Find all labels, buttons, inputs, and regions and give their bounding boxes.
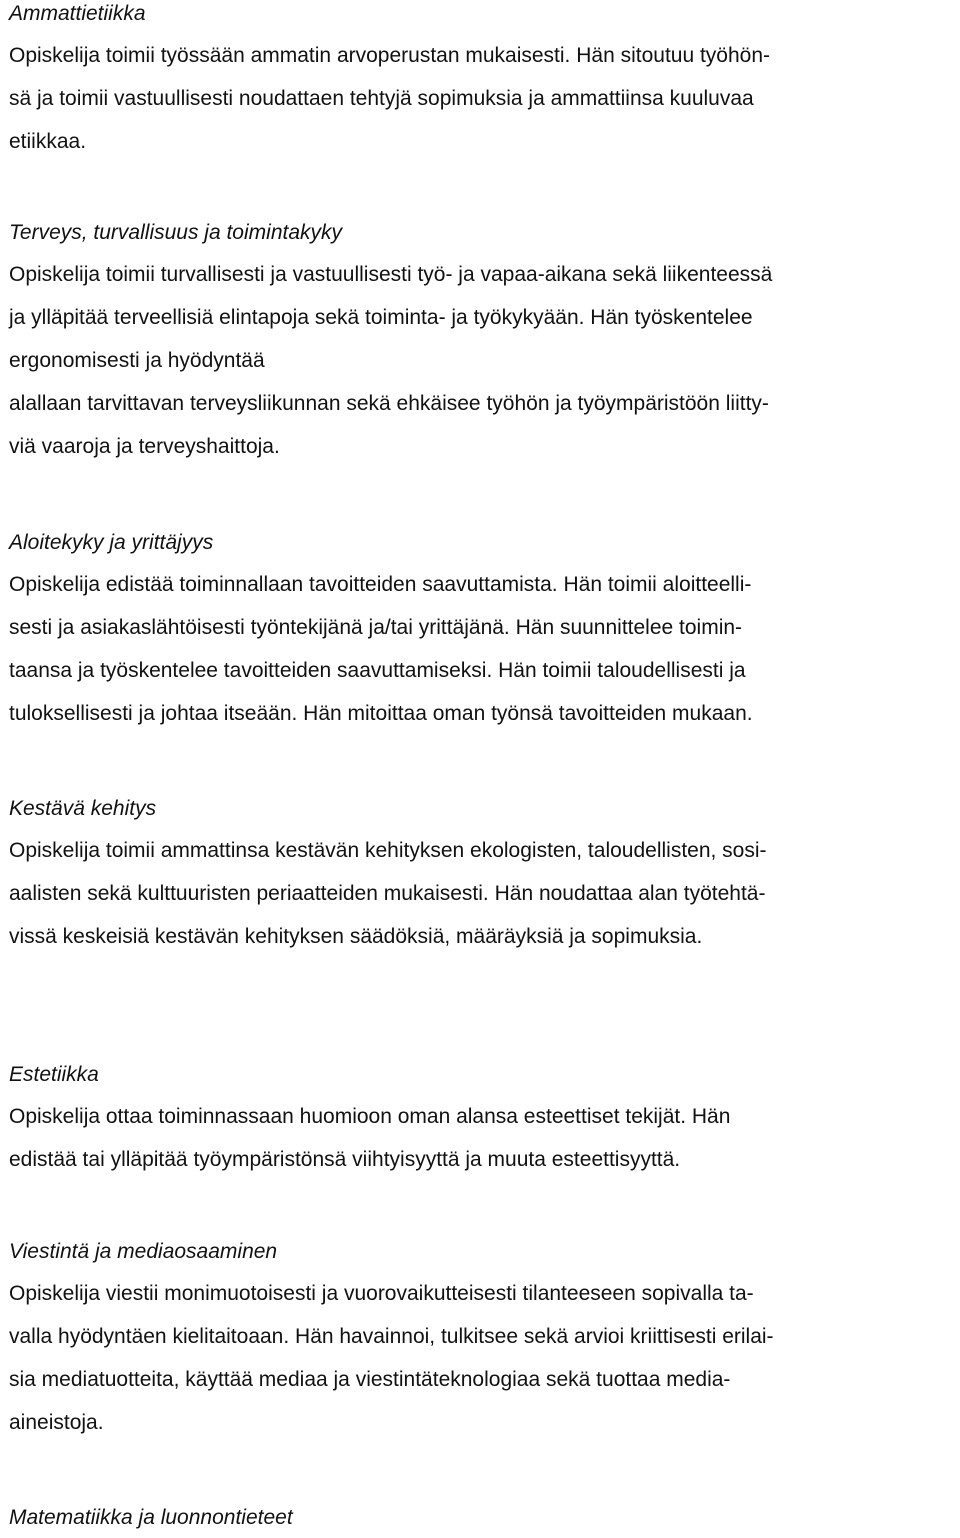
- paragraph-line: valla hyödyntäen kielitaitoaan. Hän havainnoi, tulkitsee sekä arvioi kriittisesti erilai-: [9, 1325, 774, 1348]
- section-viestinta: [9, 1238, 952, 1444]
- section-heading: Viestintä ja mediaosaaminen: [9, 1240, 278, 1263]
- section-heading: Estetiikka: [9, 1063, 99, 1086]
- section-paragraph: [9, 253, 952, 468]
- section-ammattietiikka: [9, 0, 952, 163]
- section-estetiikka: [9, 1061, 952, 1181]
- section-paragraph: [9, 34, 952, 163]
- paragraph-line: Opiskelija edistää toiminnallaan tavoitteiden saavuttamista. Hän toimii aloitteelli-: [9, 573, 752, 596]
- paragraph-line: alallaan tarvittavan terveysliikunnan sekä ehkäisee työhön ja työympäristöön liitty-: [9, 392, 769, 415]
- section-paragraph: [9, 829, 952, 958]
- section-heading: Kestävä kehitys: [9, 797, 157, 820]
- section-terveys: [9, 219, 952, 468]
- paragraph-line: viä vaaroja ja terveyshaittoja.: [9, 435, 280, 458]
- paragraph-line: Opiskelija viestii monimuotoisesti ja vuorovaikutteisesti tilanteeseen sopivalla ta-: [9, 1282, 754, 1305]
- section-heading: Terveys, turvallisuus ja toimintakyky: [9, 221, 343, 244]
- paragraph-line: vissä keskeisiä kestävän kehityksen säädöksiä, määräyksiä ja sopimuksia.: [9, 925, 703, 948]
- paragraph-line: tuloksellisesti ja johtaa itseään. Hän mitoittaa oman työnsä tavoitteiden mukaan.: [9, 702, 753, 725]
- paragraph-line: edistää tai ylläpitää työympäristönsä viihtyisyyttä ja muuta esteettisyyttä.: [9, 1148, 681, 1171]
- paragraph-line: aineistoja.: [9, 1411, 104, 1434]
- section-heading: Ammattietiikka: [9, 2, 146, 25]
- paragraph-line: etiikkaa.: [9, 130, 87, 153]
- paragraph-line: sia mediatuotteita, käyttää mediaa ja viestintäteknologiaa sekä tuottaa media-: [9, 1368, 731, 1391]
- paragraph-line: aalisten sekä kulttuuristen periaatteiden mukaisesti. Hän noudattaa alan työtehtä-: [9, 882, 766, 905]
- paragraph-line: ergonomisesti ja hyödyntää: [9, 349, 265, 372]
- paragraph-line: sesti ja asiakaslähtöisesti työntekijänä ja/tai yrittäjänä. Hän suunnittelee toimin-: [9, 616, 743, 639]
- paragraph-line: Opiskelija toimii työssään ammatin arvoperustan mukaisesti. Hän sitoutuu työhön-: [9, 44, 771, 67]
- paragraph-line: Opiskelija ottaa toiminnassaan huomioon oman alansa esteettiset tekijät. Hän: [9, 1105, 731, 1128]
- section-heading: Aloitekyky ja yrittäjyys: [9, 531, 214, 554]
- section-kestava-kehitys: [9, 795, 952, 958]
- paragraph-line: Opiskelija toimii turvallisesti ja vastuullisesti työ- ja vapaa-aikana sekä liikenteessä: [9, 263, 773, 286]
- section-matematiikka: [9, 1504, 952, 1532]
- paragraph-line: ja ylläpitää terveellisiä elintapoja sekä toiminta- ja työkykyään. Hän työskentelee: [9, 306, 753, 329]
- paragraph-line: Opiskelija toimii ammattinsa kestävän kehityksen ekologisten, taloudellisten, sosi-: [9, 839, 767, 862]
- section-paragraph: [9, 563, 952, 735]
- paragraph-line: sä ja toimii vastuullisesti noudattaen tehtyjä sopimuksia ja ammattiinsa kuuluvaa: [9, 87, 754, 110]
- section-aloitekyky: [9, 529, 952, 735]
- section-heading: Matematiikka ja luonnontieteet: [9, 1506, 293, 1529]
- paragraph-line: taansa ja työskentelee tavoitteiden saavuttamiseksi. Hän toimii taloudellisesti ja: [9, 659, 746, 682]
- section-paragraph: [9, 1272, 952, 1444]
- section-paragraph: [9, 1095, 952, 1181]
